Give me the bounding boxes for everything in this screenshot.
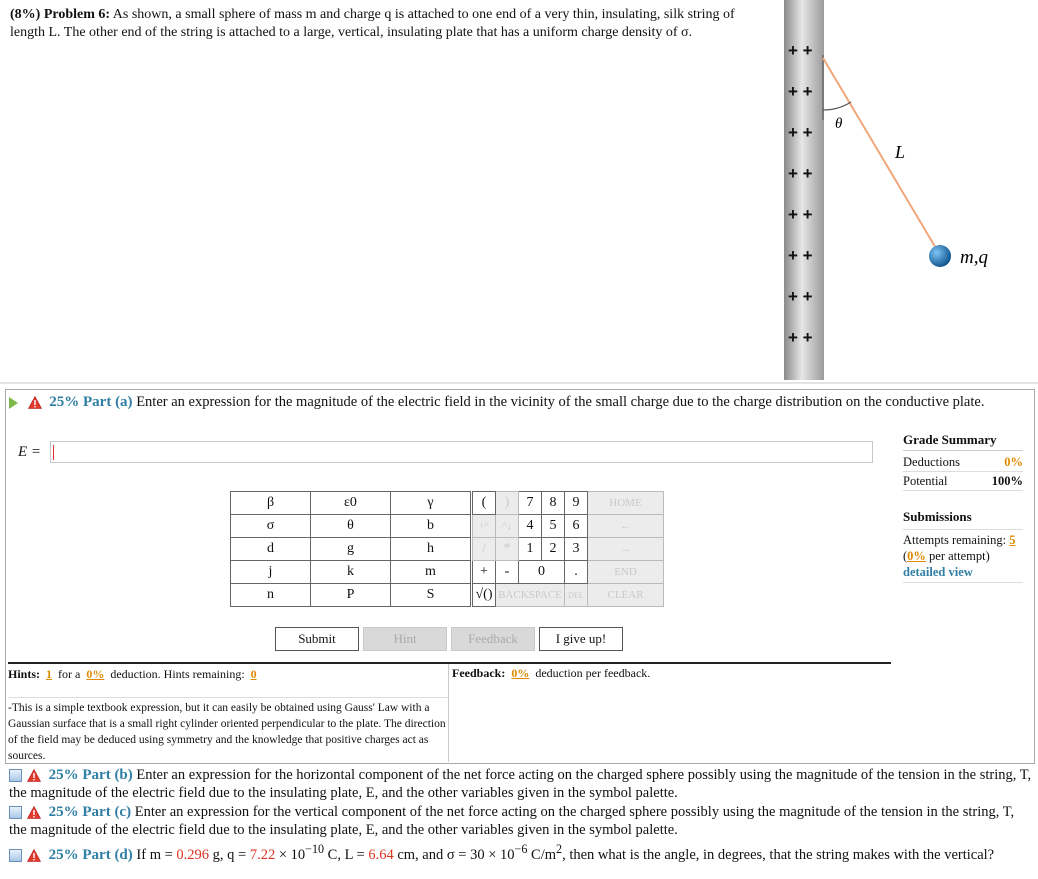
theta-label: θ bbox=[835, 116, 843, 132]
key-6[interactable]: 6 bbox=[565, 515, 588, 538]
symbol-b[interactable]: b bbox=[391, 515, 471, 538]
part-c-header bbox=[9, 803, 1035, 839]
part-d-text: If m = 0.296 g, $q = 7.22 \times 10^{-10}$ C, L = 6.64 cm, and $\sigma = 30 \times 10^{-6}$ $C/m^2$, then what is the angle, in degrees, that the string makes with the vertical? bbox=[136, 842, 995, 863]
attempts-remaining: Attempts remaining: 5 bbox=[903, 529, 1023, 548]
key-paren-close[interactable]: ) bbox=[496, 492, 519, 515]
part-b-title[interactable]: 25% Part (b) bbox=[48, 767, 133, 783]
svg-text:+ +: + + bbox=[788, 246, 813, 265]
symbol-sigma[interactable]: σ bbox=[231, 515, 311, 538]
symbol-g[interactable]: g bbox=[311, 538, 391, 561]
equation-label: E = bbox=[18, 444, 42, 460]
symbol-k[interactable]: k bbox=[311, 561, 391, 584]
hint-text: -This is a simple textbook expression, but it can easily be obtained using Gauss' Law with a Gaussian surface that is a small right cylinder oriented perpendicular to the plate. The direction of the field may be deduced using symmetry and the knowledge that positive charges act as sources. bbox=[8, 697, 448, 764]
key-minus[interactable]: - bbox=[496, 561, 519, 584]
feedback-summary: Feedback: 0% deduction per feedback. bbox=[452, 666, 651, 680]
answer-input[interactable] bbox=[50, 441, 873, 463]
symbol-h[interactable]: h bbox=[391, 538, 471, 561]
hints-divider bbox=[448, 664, 449, 762]
key-plus[interactable]: + bbox=[473, 561, 496, 584]
key-divide[interactable]: / bbox=[473, 538, 496, 561]
key-clear[interactable]: CLEAR bbox=[588, 584, 664, 607]
detailed-view-link[interactable]: detailed view bbox=[903, 564, 1023, 583]
mass-value: 0.296 bbox=[176, 846, 210, 863]
per-attempt: (0% per attempt) bbox=[903, 549, 990, 563]
key-2[interactable]: 2 bbox=[542, 538, 565, 561]
problem-text: As shown, a small sphere of mass m and charge q is attached to one end of a very thin, insulating, silk string of length L. The other end of the string is attached to a large, vertical, insulating plate that has a uniform charge density of σ. bbox=[10, 7, 735, 40]
symbol-P[interactable]: P bbox=[311, 584, 391, 607]
symbol-palette bbox=[230, 491, 471, 607]
expand-icon[interactable] bbox=[9, 769, 22, 782]
svg-text:+ +: + + bbox=[788, 123, 813, 142]
key-7[interactable]: 7 bbox=[519, 492, 542, 515]
length-value: 6.64 bbox=[368, 846, 394, 863]
key-9[interactable]: 9 bbox=[565, 492, 588, 515]
string bbox=[823, 58, 940, 255]
key-del[interactable]: DEL bbox=[565, 584, 588, 607]
problem-statement bbox=[10, 6, 740, 42]
svg-text:+ +: + + bbox=[788, 328, 813, 347]
numeric-keypad bbox=[472, 491, 664, 607]
expand-icon[interactable] bbox=[9, 806, 22, 819]
symbol-beta[interactable]: β bbox=[231, 492, 311, 515]
angle-arc bbox=[823, 102, 851, 110]
part-a-text: Enter an expression for the magnitude of the electric field in the vicinity of the small charge due to the charge distribution on the conductive plate. bbox=[136, 394, 985, 410]
part-a-title: 25% Part (a) bbox=[49, 394, 133, 410]
key-home[interactable]: HOME bbox=[588, 492, 664, 515]
key-dot[interactable]: . bbox=[565, 561, 588, 584]
part-d-header bbox=[9, 840, 1035, 864]
warning-icon bbox=[27, 849, 41, 862]
svg-text:+ +: + + bbox=[788, 41, 813, 60]
charge-value: 7.22 bbox=[249, 846, 276, 863]
key-5[interactable]: 5 bbox=[542, 515, 565, 538]
symbol-theta[interactable]: θ bbox=[311, 515, 391, 538]
key-backspace[interactable]: BACKSPACE bbox=[496, 584, 565, 607]
warning-icon bbox=[28, 396, 42, 409]
key-0[interactable]: 0 bbox=[519, 561, 565, 584]
submit-button[interactable]: Submit bbox=[275, 627, 359, 651]
key-3[interactable]: 3 bbox=[565, 538, 588, 561]
part-b-header bbox=[9, 766, 1035, 802]
hints-summary: Hints: 1 for a 0% deduction. Hints remaining: 0 bbox=[8, 667, 257, 681]
key-end[interactable]: END bbox=[588, 561, 664, 584]
problem-figure bbox=[780, 0, 1038, 380]
submissions-title: Submissions bbox=[903, 509, 972, 524]
key-superscript-up[interactable]: ↑^ bbox=[473, 515, 496, 538]
mass-charge-label: m,q bbox=[960, 247, 988, 268]
play-icon[interactable] bbox=[9, 397, 18, 409]
problem-label: (8%) Problem 6: bbox=[10, 7, 111, 22]
warning-icon bbox=[27, 769, 41, 782]
key-paren-open[interactable]: ( bbox=[473, 492, 496, 515]
hint-button[interactable]: Hint bbox=[363, 627, 447, 651]
length-label: L bbox=[895, 142, 906, 162]
charged-sphere bbox=[929, 245, 951, 267]
grade-summary bbox=[903, 432, 1023, 583]
give-up-button[interactable]: I give up! bbox=[539, 627, 623, 651]
key-8[interactable]: 8 bbox=[542, 492, 565, 515]
warning-icon bbox=[27, 806, 41, 819]
svg-text:+ +: + + bbox=[788, 164, 813, 183]
key-multiply[interactable]: * bbox=[496, 538, 519, 561]
symbol-j[interactable]: j bbox=[231, 561, 311, 584]
part-c-text: Enter an expression for the vertical component of the net force acting on the charged sphere possibly using the magnitude of the tension in the string, T, the magnitude of the electric field due to the insulating plate, E, and the other variables given in the symbol palette. bbox=[9, 804, 1015, 838]
separator bbox=[0, 382, 1038, 384]
symbol-S[interactable]: S bbox=[391, 584, 471, 607]
svg-text:+ +: + + bbox=[788, 287, 813, 306]
svg-text:+ +: + + bbox=[788, 82, 813, 101]
feedback-button[interactable]: Feedback bbox=[451, 627, 535, 651]
part-c-title[interactable]: 25% Part (c) bbox=[48, 804, 132, 820]
symbol-d[interactable]: d bbox=[231, 538, 311, 561]
symbol-epsilon0[interactable]: ε0 bbox=[311, 492, 391, 515]
svg-text:+ +: + + bbox=[788, 205, 813, 224]
part-d-title[interactable]: 25% Part (d) bbox=[48, 846, 133, 863]
part-a-header bbox=[9, 393, 1009, 411]
key-right-arrow[interactable]: → bbox=[588, 538, 664, 561]
deductions-row: Deductions 0% bbox=[903, 453, 1023, 472]
key-4[interactable]: 4 bbox=[519, 515, 542, 538]
key-left-arrow[interactable]: ← bbox=[588, 515, 664, 538]
grade-summary-title: Grade Summary bbox=[903, 432, 1023, 451]
key-1[interactable]: 1 bbox=[519, 538, 542, 561]
symbol-m[interactable]: m bbox=[391, 561, 471, 584]
key-sqrt[interactable]: √() bbox=[473, 584, 496, 607]
key-subscript-down[interactable]: ^↓ bbox=[496, 515, 519, 538]
part-b-text: Enter an expression for the horizontal component of the net force acting on the charged sphere possibly using the magnitude of the tension in the string, T, the magnitude of the electric field due to the insulating plate, E, and the other variables given in the symbol palette. bbox=[9, 767, 1032, 801]
symbol-gamma[interactable]: γ bbox=[391, 492, 471, 515]
text-caret bbox=[53, 445, 54, 460]
expand-icon[interactable] bbox=[9, 849, 22, 862]
symbol-n[interactable]: n bbox=[231, 584, 311, 607]
potential-row: Potential 100% bbox=[903, 472, 1023, 491]
